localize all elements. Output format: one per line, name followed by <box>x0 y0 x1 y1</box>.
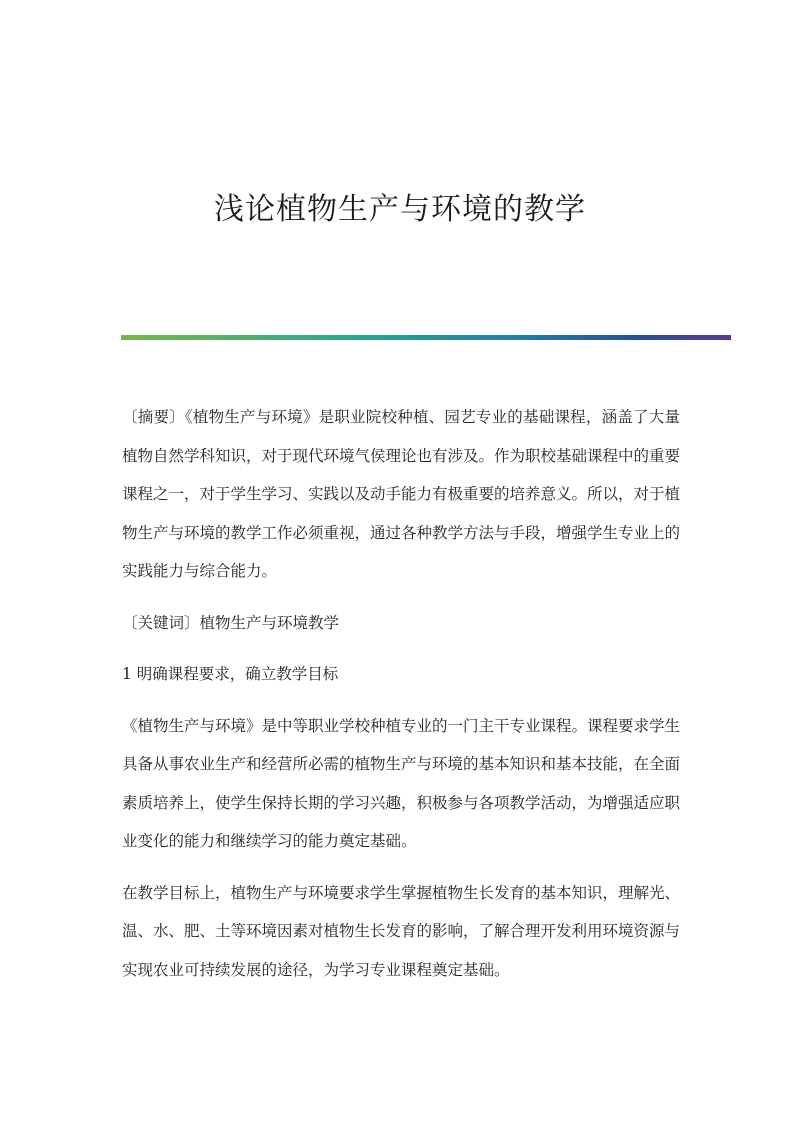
body-paragraph: 《植物生产与环境》是中等职业学校种植专业的一门主干专业课程。课程要求学生具备从事农业生产和经营所必需的植物生产与环境的基本知识和基本技能，在全面素质培养上，使学生保持长期的学习兴趣，积极参与各项教学活动，为增强适应职业变化的能力和继续学习的能力奠定基础。 <box>122 716 681 850</box>
keywords-paragraph: 〔关键词〕植物生产与环境教学 <box>122 613 340 632</box>
document-body <box>122 398 680 1002</box>
section-heading: 1 明确课程要求，确立教学目标 <box>122 665 339 683</box>
body-paragraph: 在教学目标上，植物生产与环境要求学生掌握植物生长发育的基本知识，理解光、温、水、肥、土等环境因素对植物生长发育的影响，了解合理开发利用环境资源与实现农业可持续发展的途径，为学习专业课程奠定基础。 <box>122 883 681 979</box>
page-title: 浅论植物生产与环境的教学 <box>214 192 586 227</box>
title-divider <box>121 335 731 340</box>
abstract-paragraph: 〔摘要〕《植物生产与环境》是职业院校种植、园艺专业的基础课程，涵盖了大量植物自然学科知识，对于现代环境气侯理论也有涉及。作为职校基础课程中的重要课程之一，对于学生学习、实践以及动手能力有极重要的培养意义。所以，对于植物生产与环境的教学工作必须重视，通过各种教学方法与手段，增强学生专业上的实践能力与综合能力。 <box>122 408 681 580</box>
